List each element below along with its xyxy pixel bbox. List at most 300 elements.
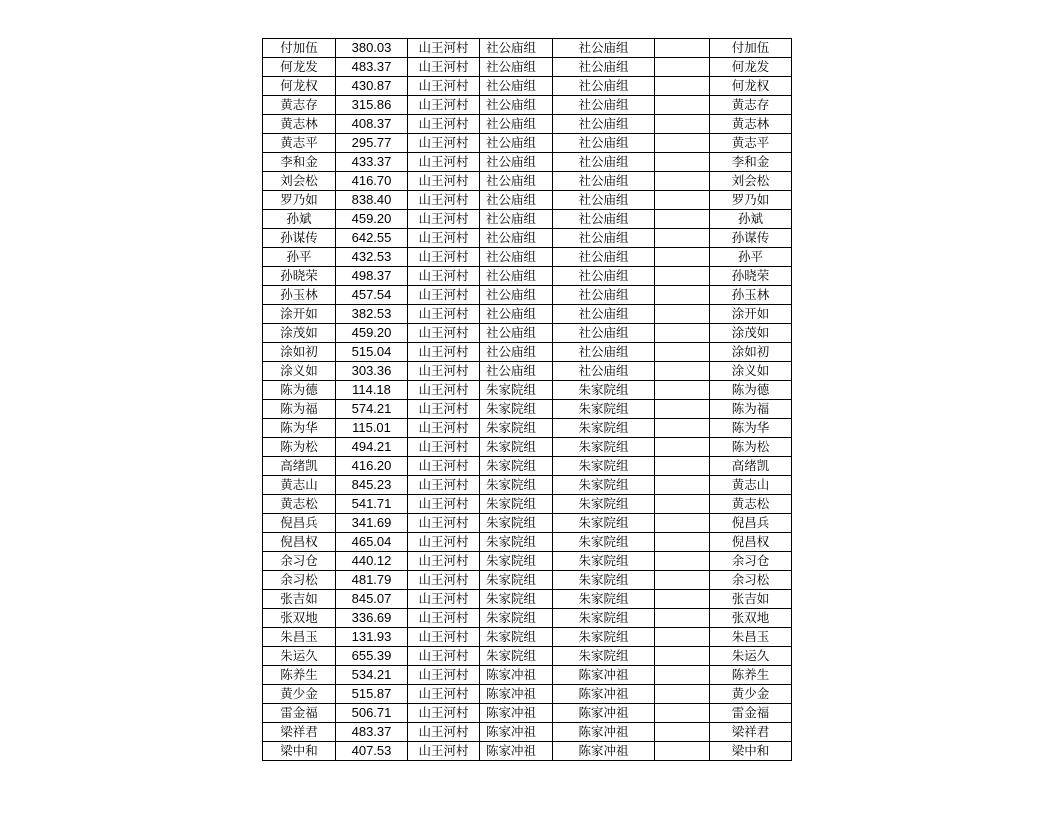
blank-cell [655,362,710,381]
blank-cell [655,191,710,210]
village-cell: 山王河村 [408,305,480,324]
name-cell: 孙玉林 [263,286,336,305]
name-cell: 余习仓 [263,552,336,571]
owner-cell: 涂茂如 [710,324,792,343]
subgroup-cell: 朱家院组 [553,514,655,533]
owner-cell: 张双地 [710,609,792,628]
area-cell: 407.53 [336,742,408,761]
village-cell: 山王河村 [408,248,480,267]
name-cell: 罗乃如 [263,191,336,210]
subgroup-cell: 陈家冲祖 [553,685,655,704]
area-cell: 114.18 [336,381,408,400]
owner-cell: 倪昌权 [710,533,792,552]
owner-cell: 倪昌兵 [710,514,792,533]
blank-cell [655,666,710,685]
village-cell: 山王河村 [408,286,480,305]
land-register-table [262,38,792,761]
village-cell: 山王河村 [408,685,480,704]
area-cell: 465.04 [336,533,408,552]
table-row [263,191,792,210]
village-cell: 山王河村 [408,457,480,476]
table-row [263,77,792,96]
blank-cell [655,723,710,742]
group-cell: 陈家冲祖 [480,666,553,685]
village-cell: 山王河村 [408,229,480,248]
village-cell: 山王河村 [408,533,480,552]
subgroup-cell: 朱家院组 [553,476,655,495]
area-cell: 483.37 [336,58,408,77]
area-cell: 459.20 [336,324,408,343]
area-cell: 515.04 [336,343,408,362]
table-row [263,476,792,495]
group-cell: 朱家院组 [480,381,553,400]
table-row [263,343,792,362]
group-cell: 社公庙组 [480,153,553,172]
area-cell: 315.86 [336,96,408,115]
table-row [263,723,792,742]
blank-cell [655,305,710,324]
subgroup-cell: 朱家院组 [553,628,655,647]
owner-cell: 陈为德 [710,381,792,400]
subgroup-cell: 社公庙组 [553,58,655,77]
subgroup-cell: 社公庙组 [553,210,655,229]
name-cell: 黄志林 [263,115,336,134]
subgroup-cell: 陈家冲祖 [553,742,655,761]
group-cell: 社公庙组 [480,39,553,58]
subgroup-cell: 社公庙组 [553,115,655,134]
table-row [263,153,792,172]
name-cell: 孙晓荣 [263,267,336,286]
village-cell: 山王河村 [408,495,480,514]
group-cell: 社公庙组 [480,286,553,305]
owner-cell: 孙谋传 [710,229,792,248]
subgroup-cell: 朱家院组 [553,419,655,438]
blank-cell [655,248,710,267]
name-cell: 陈为松 [263,438,336,457]
area-cell: 494.21 [336,438,408,457]
name-cell: 付加伍 [263,39,336,58]
village-cell: 山王河村 [408,267,480,286]
owner-cell: 刘会松 [710,172,792,191]
table-row [263,647,792,666]
name-cell: 黄少金 [263,685,336,704]
table-row [263,362,792,381]
table-row [263,438,792,457]
village-cell: 山王河村 [408,134,480,153]
group-cell: 社公庙组 [480,191,553,210]
area-cell: 408.37 [336,115,408,134]
table-row [263,134,792,153]
name-cell: 涂开如 [263,305,336,324]
name-cell: 朱昌玉 [263,628,336,647]
group-cell: 陈家冲祖 [480,742,553,761]
table-row [263,229,792,248]
subgroup-cell: 社公庙组 [553,39,655,58]
subgroup-cell: 朱家院组 [553,438,655,457]
owner-cell: 孙晓荣 [710,267,792,286]
subgroup-cell: 朱家院组 [553,381,655,400]
subgroup-cell: 朱家院组 [553,400,655,419]
group-cell: 社公庙组 [480,172,553,191]
blank-cell [655,77,710,96]
blank-cell [655,609,710,628]
blank-cell [655,58,710,77]
area-cell: 459.20 [336,210,408,229]
blank-cell [655,343,710,362]
village-cell: 山王河村 [408,590,480,609]
group-cell: 陈家冲祖 [480,723,553,742]
blank-cell [655,229,710,248]
group-cell: 社公庙组 [480,115,553,134]
village-cell: 山王河村 [408,210,480,229]
area-cell: 483.37 [336,723,408,742]
village-cell: 山王河村 [408,362,480,381]
group-cell: 朱家院组 [480,647,553,666]
subgroup-cell: 社公庙组 [553,229,655,248]
name-cell: 梁祥君 [263,723,336,742]
group-cell: 朱家院组 [480,552,553,571]
subgroup-cell: 陈家冲祖 [553,723,655,742]
blank-cell [655,153,710,172]
table-row [263,172,792,191]
subgroup-cell: 朱家院组 [553,495,655,514]
area-cell: 506.71 [336,704,408,723]
area-cell: 382.53 [336,305,408,324]
subgroup-cell: 社公庙组 [553,324,655,343]
blank-cell [655,96,710,115]
table-row [263,666,792,685]
village-cell: 山王河村 [408,628,480,647]
group-cell: 朱家院组 [480,514,553,533]
blank-cell [655,381,710,400]
blank-cell [655,324,710,343]
blank-cell [655,172,710,191]
owner-cell: 朱运久 [710,647,792,666]
group-cell: 陈家冲祖 [480,685,553,704]
name-cell: 朱运久 [263,647,336,666]
area-cell: 131.93 [336,628,408,647]
name-cell: 张吉如 [263,590,336,609]
table-row [263,381,792,400]
owner-cell: 黄志松 [710,495,792,514]
name-cell: 高绪凯 [263,457,336,476]
group-cell: 朱家院组 [480,438,553,457]
table-row [263,39,792,58]
subgroup-cell: 社公庙组 [553,343,655,362]
name-cell: 孙斌 [263,210,336,229]
name-cell: 孙谋传 [263,229,336,248]
village-cell: 山王河村 [408,609,480,628]
table-row [263,286,792,305]
group-cell: 朱家院组 [480,400,553,419]
area-cell: 430.87 [336,77,408,96]
subgroup-cell: 朱家院组 [553,533,655,552]
name-cell: 倪昌兵 [263,514,336,533]
group-cell: 社公庙组 [480,210,553,229]
name-cell: 雷金福 [263,704,336,723]
village-cell: 山王河村 [408,476,480,495]
area-cell: 432.53 [336,248,408,267]
area-cell: 295.77 [336,134,408,153]
blank-cell [655,39,710,58]
area-cell: 457.54 [336,286,408,305]
owner-cell: 朱昌玉 [710,628,792,647]
area-cell: 336.69 [336,609,408,628]
group-cell: 社公庙组 [480,134,553,153]
subgroup-cell: 陈家冲祖 [553,704,655,723]
owner-cell: 梁中和 [710,742,792,761]
area-cell: 845.07 [336,590,408,609]
owner-cell: 何龙发 [710,58,792,77]
owner-cell: 何龙权 [710,77,792,96]
table-row [263,400,792,419]
owner-cell: 付加伍 [710,39,792,58]
name-cell: 梁中和 [263,742,336,761]
area-cell: 642.55 [336,229,408,248]
group-cell: 朱家院组 [480,590,553,609]
group-cell: 社公庙组 [480,96,553,115]
owner-cell: 黄志山 [710,476,792,495]
name-cell: 刘会松 [263,172,336,191]
table-row [263,457,792,476]
table-row [263,248,792,267]
group-cell: 社公庙组 [480,248,553,267]
village-cell: 山王河村 [408,571,480,590]
group-cell: 朱家院组 [480,628,553,647]
village-cell: 山王河村 [408,343,480,362]
owner-cell: 黄志林 [710,115,792,134]
owner-cell: 李和金 [710,153,792,172]
owner-cell: 梁祥君 [710,723,792,742]
table-row [263,685,792,704]
blank-cell [655,267,710,286]
blank-cell [655,134,710,153]
subgroup-cell: 社公庙组 [553,191,655,210]
area-cell: 574.21 [336,400,408,419]
owner-cell: 余习松 [710,571,792,590]
table-row [263,495,792,514]
blank-cell [655,438,710,457]
table-row [263,552,792,571]
name-cell: 何龙权 [263,77,336,96]
table-row [263,58,792,77]
subgroup-cell: 社公庙组 [553,248,655,267]
blank-cell [655,590,710,609]
group-cell: 陈家冲祖 [480,704,553,723]
table-row [263,210,792,229]
subgroup-cell: 朱家院组 [553,457,655,476]
blank-cell [655,495,710,514]
table-body [263,39,792,761]
group-cell: 社公庙组 [480,362,553,381]
blank-cell [655,571,710,590]
group-cell: 社公庙组 [480,77,553,96]
name-cell: 余习松 [263,571,336,590]
area-cell: 845.23 [336,476,408,495]
owner-cell: 罗乃如 [710,191,792,210]
area-cell: 481.79 [336,571,408,590]
table-row [263,571,792,590]
village-cell: 山王河村 [408,704,480,723]
area-cell: 303.36 [336,362,408,381]
blank-cell [655,685,710,704]
subgroup-cell: 社公庙组 [553,77,655,96]
owner-cell: 黄少金 [710,685,792,704]
blank-cell [655,115,710,134]
subgroup-cell: 社公庙组 [553,96,655,115]
subgroup-cell: 朱家院组 [553,609,655,628]
owner-cell: 雷金福 [710,704,792,723]
village-cell: 山王河村 [408,58,480,77]
group-cell: 社公庙组 [480,267,553,286]
owner-cell: 黄志平 [710,134,792,153]
name-cell: 张双地 [263,609,336,628]
blank-cell [655,457,710,476]
village-cell: 山王河村 [408,666,480,685]
village-cell: 山王河村 [408,419,480,438]
subgroup-cell: 社公庙组 [553,305,655,324]
subgroup-cell: 社公庙组 [553,362,655,381]
owner-cell: 涂如初 [710,343,792,362]
village-cell: 山王河村 [408,381,480,400]
group-cell: 社公庙组 [480,229,553,248]
area-cell: 440.12 [336,552,408,571]
subgroup-cell: 陈家冲祖 [553,666,655,685]
group-cell: 社公庙组 [480,58,553,77]
village-cell: 山王河村 [408,723,480,742]
village-cell: 山王河村 [408,191,480,210]
village-cell: 山王河村 [408,39,480,58]
owner-cell: 高绪凯 [710,457,792,476]
group-cell: 朱家院组 [480,609,553,628]
village-cell: 山王河村 [408,96,480,115]
area-cell: 534.21 [336,666,408,685]
area-cell: 416.20 [336,457,408,476]
blank-cell [655,742,710,761]
name-cell: 孙平 [263,248,336,267]
blank-cell [655,628,710,647]
village-cell: 山王河村 [408,115,480,134]
group-cell: 社公庙组 [480,305,553,324]
subgroup-cell: 社公庙组 [553,134,655,153]
name-cell: 陈养生 [263,666,336,685]
village-cell: 山王河村 [408,77,480,96]
table-row [263,533,792,552]
owner-cell: 张吉如 [710,590,792,609]
village-cell: 山王河村 [408,153,480,172]
owner-cell: 涂义如 [710,362,792,381]
name-cell: 陈为福 [263,400,336,419]
name-cell: 陈为华 [263,419,336,438]
village-cell: 山王河村 [408,438,480,457]
group-cell: 朱家院组 [480,571,553,590]
table-row [263,590,792,609]
blank-cell [655,419,710,438]
village-cell: 山王河村 [408,324,480,343]
group-cell: 朱家院组 [480,533,553,552]
area-cell: 115.01 [336,419,408,438]
area-cell: 498.37 [336,267,408,286]
table-row [263,514,792,533]
owner-cell: 涂开如 [710,305,792,324]
area-cell: 515.87 [336,685,408,704]
village-cell: 山王河村 [408,400,480,419]
group-cell: 朱家院组 [480,419,553,438]
owner-cell: 陈为福 [710,400,792,419]
village-cell: 山王河村 [408,742,480,761]
subgroup-cell: 社公庙组 [553,153,655,172]
area-cell: 416.70 [336,172,408,191]
blank-cell [655,476,710,495]
blank-cell [655,704,710,723]
village-cell: 山王河村 [408,172,480,191]
owner-cell: 陈为松 [710,438,792,457]
blank-cell [655,514,710,533]
owner-cell: 陈养生 [710,666,792,685]
name-cell: 陈为德 [263,381,336,400]
name-cell: 涂如初 [263,343,336,362]
group-cell: 朱家院组 [480,457,553,476]
area-cell: 541.71 [336,495,408,514]
subgroup-cell: 社公庙组 [553,267,655,286]
area-cell: 380.03 [336,39,408,58]
name-cell: 何龙发 [263,58,336,77]
area-cell: 655.39 [336,647,408,666]
subgroup-cell: 朱家院组 [553,552,655,571]
name-cell: 黄志山 [263,476,336,495]
owner-cell: 孙玉林 [710,286,792,305]
group-cell: 朱家院组 [480,476,553,495]
table-row [263,742,792,761]
subgroup-cell: 朱家院组 [553,590,655,609]
area-cell: 433.37 [336,153,408,172]
subgroup-cell: 朱家院组 [553,571,655,590]
table-row [263,704,792,723]
name-cell: 黄志松 [263,495,336,514]
group-cell: 朱家院组 [480,495,553,514]
owner-cell: 余习仓 [710,552,792,571]
subgroup-cell: 社公庙组 [553,286,655,305]
table-row [263,609,792,628]
name-cell: 黄志存 [263,96,336,115]
blank-cell [655,400,710,419]
subgroup-cell: 社公庙组 [553,172,655,191]
owner-cell: 陈为华 [710,419,792,438]
blank-cell [655,533,710,552]
table-row [263,628,792,647]
owner-cell: 孙斌 [710,210,792,229]
village-cell: 山王河村 [408,514,480,533]
table-row [263,96,792,115]
name-cell: 黄志平 [263,134,336,153]
village-cell: 山王河村 [408,552,480,571]
name-cell: 涂义如 [263,362,336,381]
name-cell: 倪昌权 [263,533,336,552]
area-cell: 341.69 [336,514,408,533]
owner-cell: 孙平 [710,248,792,267]
area-cell: 838.40 [336,191,408,210]
blank-cell [655,552,710,571]
blank-cell [655,647,710,666]
owner-cell: 黄志存 [710,96,792,115]
village-cell: 山王河村 [408,647,480,666]
group-cell: 社公庙组 [480,343,553,362]
group-cell: 社公庙组 [480,324,553,343]
table-row [263,115,792,134]
table-row [263,267,792,286]
blank-cell [655,286,710,305]
name-cell: 涂茂如 [263,324,336,343]
